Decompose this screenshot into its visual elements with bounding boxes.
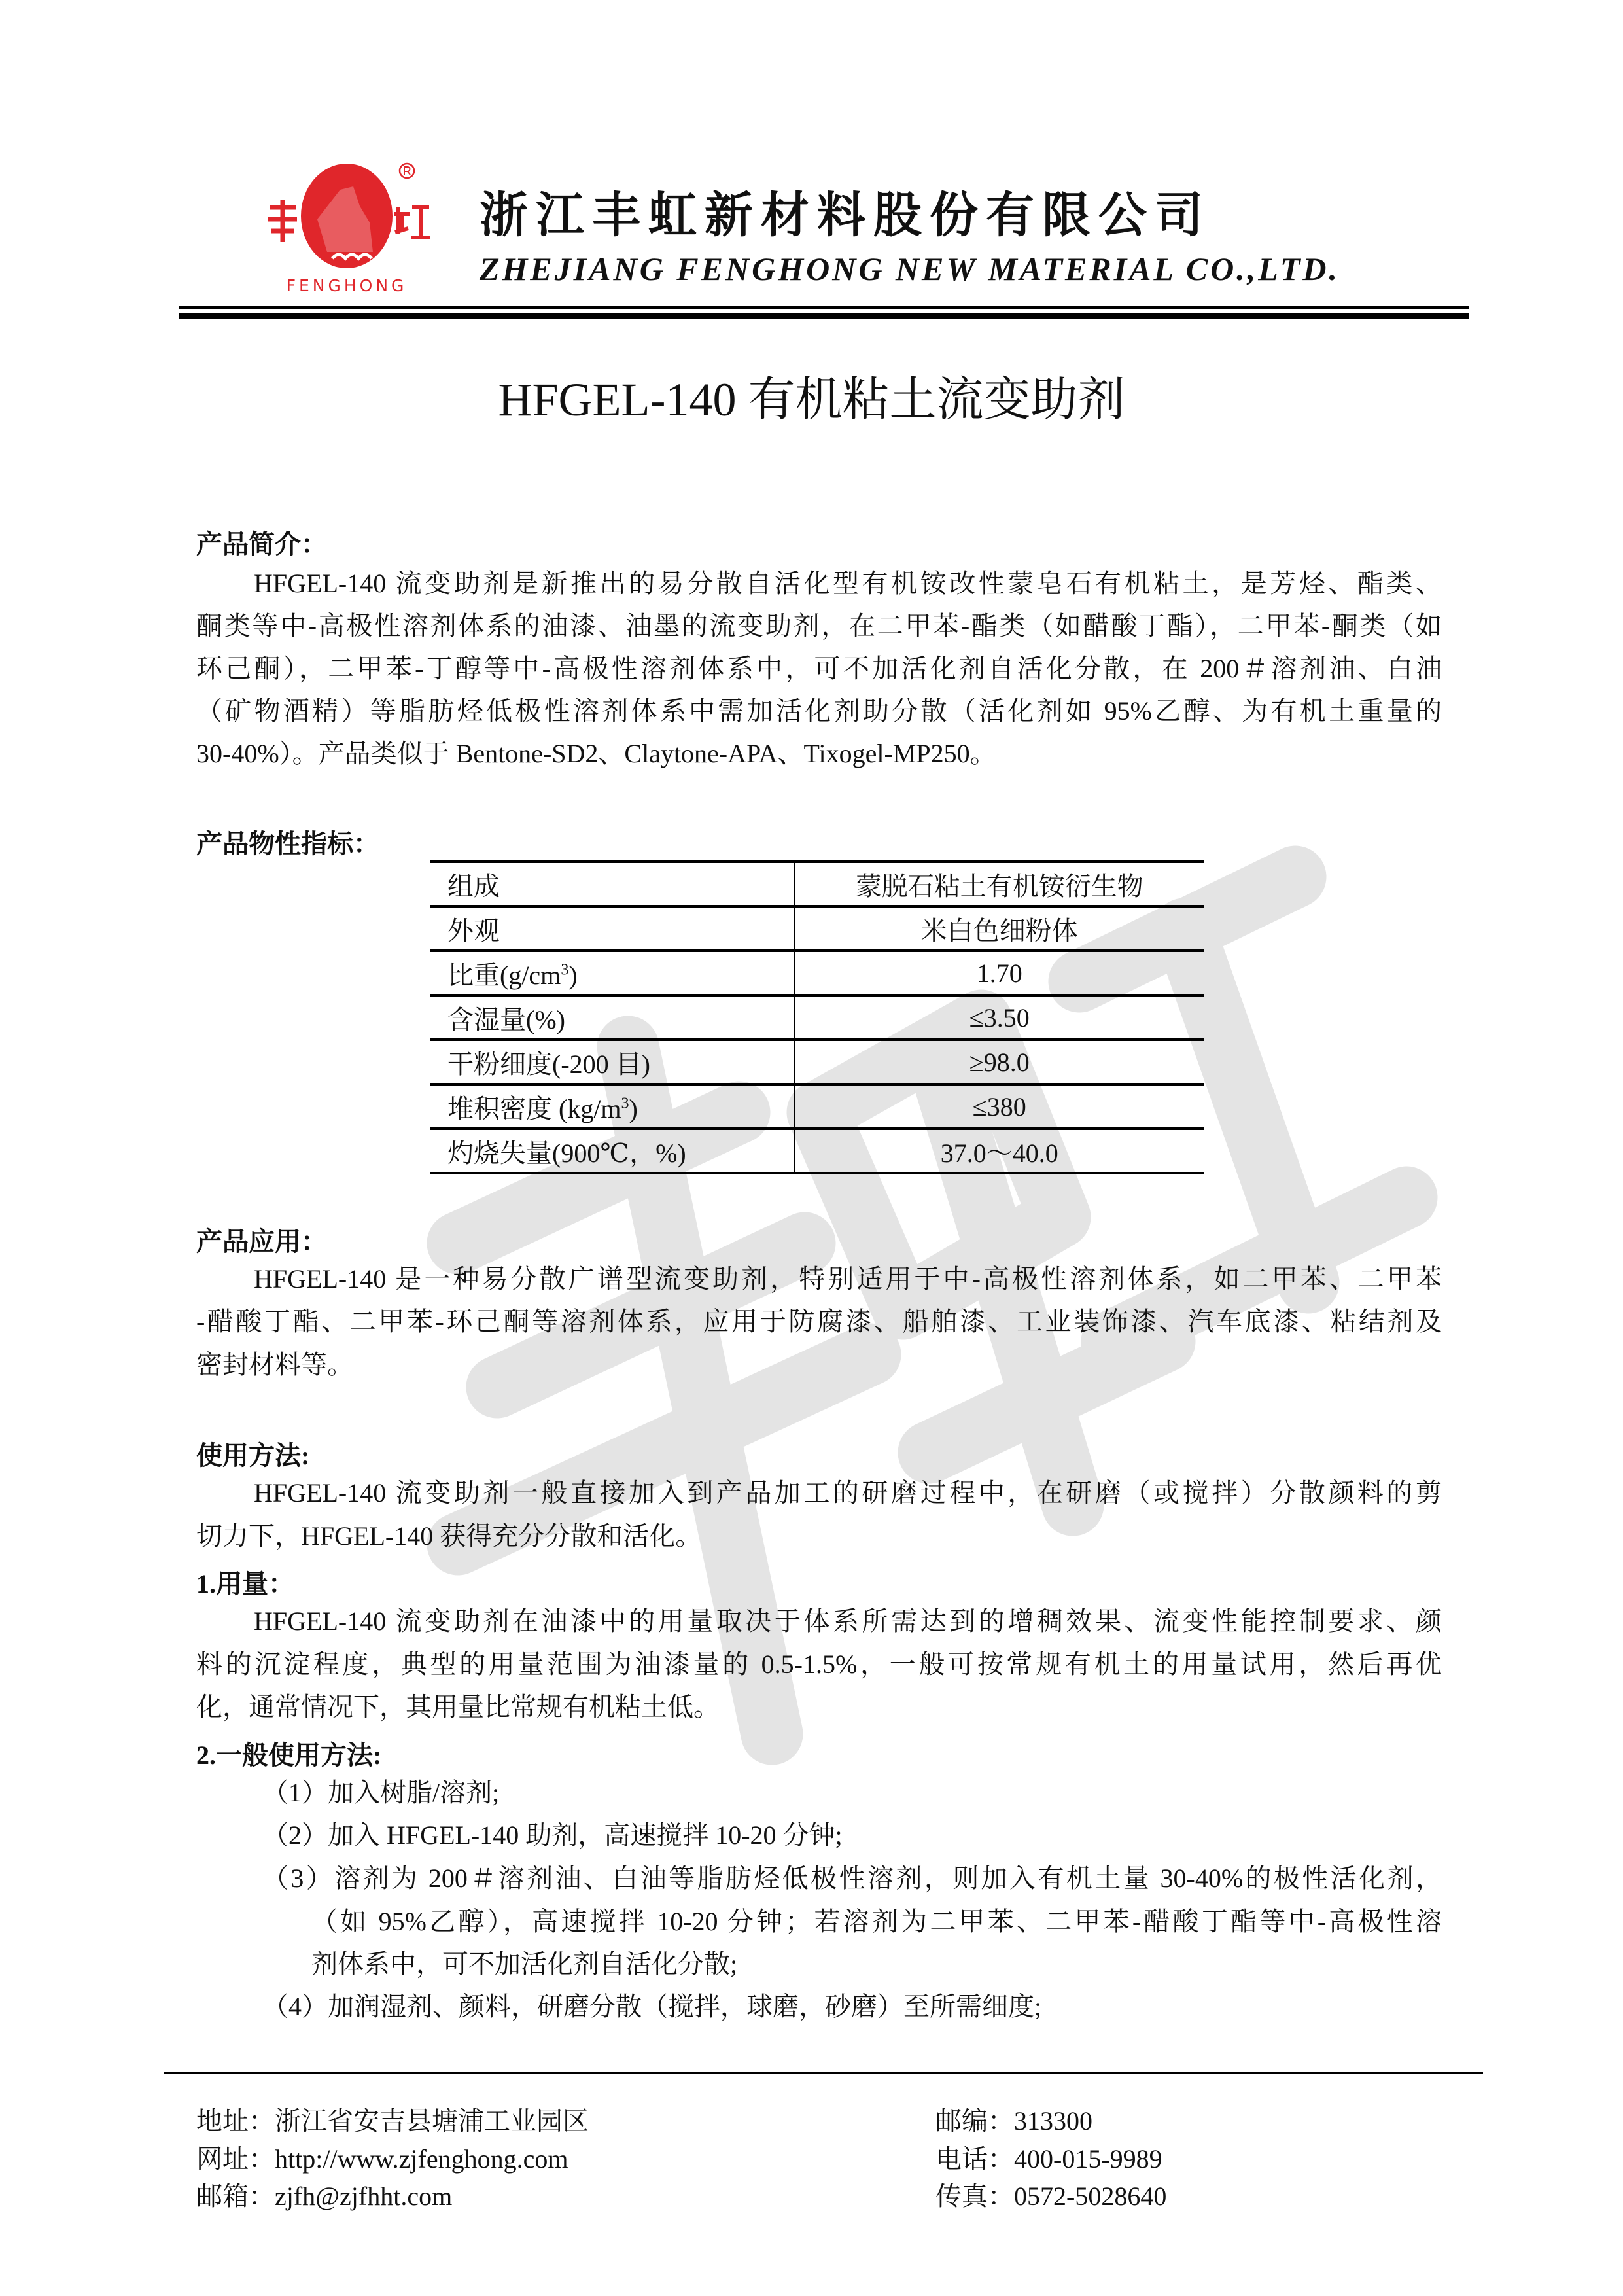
property-value: ≤380 [794,1084,1204,1129]
footer-phone: 电话：400-015-9989 [935,2144,1162,2174]
usage-step: （1）加入树脂/溶剂; [262,1778,500,1807]
footer-email[interactable]: 邮箱：zjfh@zjfhht.com [196,2181,453,2211]
property-name: 外观 [430,906,794,951]
usage-line: 切力下，HFGEL-140 获得充分分散和活化。 [196,1521,702,1551]
property-value: 1.70 [794,951,1204,995]
intro-line: 环己酮），二甲苯-丁醇等中-高极性溶剂体系中，可不加活化剂自活化分散，在 200＃溶剂油、白油 [196,654,1442,683]
property-value: 米白色细粉体 [794,906,1204,951]
footer-fax: 传真：0572-5028640 [935,2181,1167,2211]
property-value: 37.0～40.0 [794,1129,1204,1173]
intro-line: 30-40%）。产品类似于 Bentone-SD2、Claytone-APA、Tixogel-MP250。 [196,739,996,768]
footer-website[interactable]: 网址：http://www.zjfenghong.com [196,2144,568,2174]
intro-heading: 产品简介： [196,529,327,559]
dosage-line: 化，通常情况下，其用量比常规有机粘土低。 [196,1692,720,1722]
property-name: 组成 [430,862,794,906]
svg-text:FENGHONG: FENGHONG [286,276,408,295]
usage-step: （4）加润湿剂、颜料，研磨分散（搅拌，球磨，砂磨）至所需细度; [262,1992,1042,2021]
usage-line: HFGEL-140 流变助剂一般直接加入到产品加工的研磨过程中，在研磨（或搅拌）分散颜料的剪 [254,1478,1442,1508]
application-line: -醋酸丁酯、二甲苯-环己酮等溶剂体系，应用于防腐漆、船舶漆、工业装饰漆、汽车底漆、粘结剂及 [196,1307,1442,1336]
properties-table [430,860,1204,1174]
application-line: 密封材料等。 [196,1350,353,1379]
document-title: HFGEL-140 有机粘土流变助剂 [498,374,1125,426]
usage-step: （2）加入 HFGEL-140 助剂，高速搅拌 10-20 分钟; [262,1820,843,1850]
usage-step: （3）溶剂为 200＃溶剂油、白油等脂肪烃低极性溶剂，则加入有机土量 30-40%的极性活化剂， [262,1863,1442,1893]
superscript: 3 [561,961,569,979]
dosage-line: 料的沉淀程度，典型的用量范围为油漆量的 0.5-1.5%，一般可按常规有机土的用量试用，然后再优 [196,1650,1442,1679]
header-divider-thin [179,306,1469,309]
property-name: 灼烧失量(900℃，%) [430,1129,794,1173]
properties-heading: 产品物性指标： [196,829,379,858]
company-name-en: ZHEJIANG FENGHONG NEW MATERIAL CO.,LTD. [480,251,1340,287]
usage-heading: 使用方法: [196,1441,310,1470]
table-row [430,1040,1204,1084]
property-name [430,1084,794,1129]
table-row [430,1129,1204,1173]
general-usage-heading: 2.一般使用方法: [196,1740,382,1770]
dosage-heading: 1.用量： [196,1569,294,1598]
table-row [430,862,1204,906]
header-divider-thick [179,313,1469,319]
table-row [430,1084,1204,1129]
application-heading: 产品应用： [196,1227,327,1256]
footer-postcode: 邮编：313300 [935,2106,1092,2136]
application-line: HFGEL-140 是一种易分散广谱型流变助剂，特别适用于中-高极性溶剂体系，如二甲苯、二甲苯 [254,1264,1442,1294]
property-name: 含湿量(%) [430,995,794,1040]
superscript: 3 [621,1095,629,1112]
property-value: ≥98.0 [794,1040,1204,1084]
property-value: 蒙脱石粘土有机铵衍生物 [794,862,1204,906]
footer-divider [164,2072,1483,2074]
dosage-line: HFGEL-140 流变助剂在油漆中的用量取决于体系所需达到的增稠效果、流变性能控制要求、颜 [254,1606,1442,1636]
logo-mountain-icon [255,160,438,298]
table-row [430,951,1204,995]
usage-step-continued: （如 95%乙醇），高速搅拌 10-20 分钟；若溶剂为二甲苯、二甲苯-醋酸丁酯等中-高极性溶 [311,1907,1442,1936]
property-name [430,951,794,995]
intro-line: （矿物酒精）等脂肪烃低极性溶剂体系中需加活化剂助分散（活化剂如 95%乙醇、为有机土重量的 [196,696,1442,726]
usage-step-continued: 剂体系中，可不加活化剂自活化分散; [311,1949,738,1979]
company-name-cn: 浙江丰虹新材料股份有限公司 [480,187,1211,243]
table-row [430,906,1204,951]
footer-address: 地址：浙江省安吉县塘浦工业园区 [196,2106,589,2136]
company-logo [255,160,438,298]
intro-line: HFGEL-140 流变助剂是新推出的易分散自活化型有机铵改性蒙皂石有机粘土，是芳烃、酯类、 [254,569,1442,598]
table-row [430,995,1204,1040]
property-value: ≤3.50 [794,995,1204,1040]
property-name: 干粉细度(-200 目) [430,1040,794,1084]
property-name-text: 堆积密度 (kg/m [447,1093,621,1123]
property-name-text: ) [568,960,578,990]
property-name-text: 比重(g/cm [447,960,561,990]
property-name-text: ) [629,1093,638,1123]
intro-line: 酮类等中-高极性溶剂体系的油漆、油墨的流变助剂，在二甲苯-酯类（如醋酸丁酯），二甲苯-酮类（如 [196,611,1442,641]
